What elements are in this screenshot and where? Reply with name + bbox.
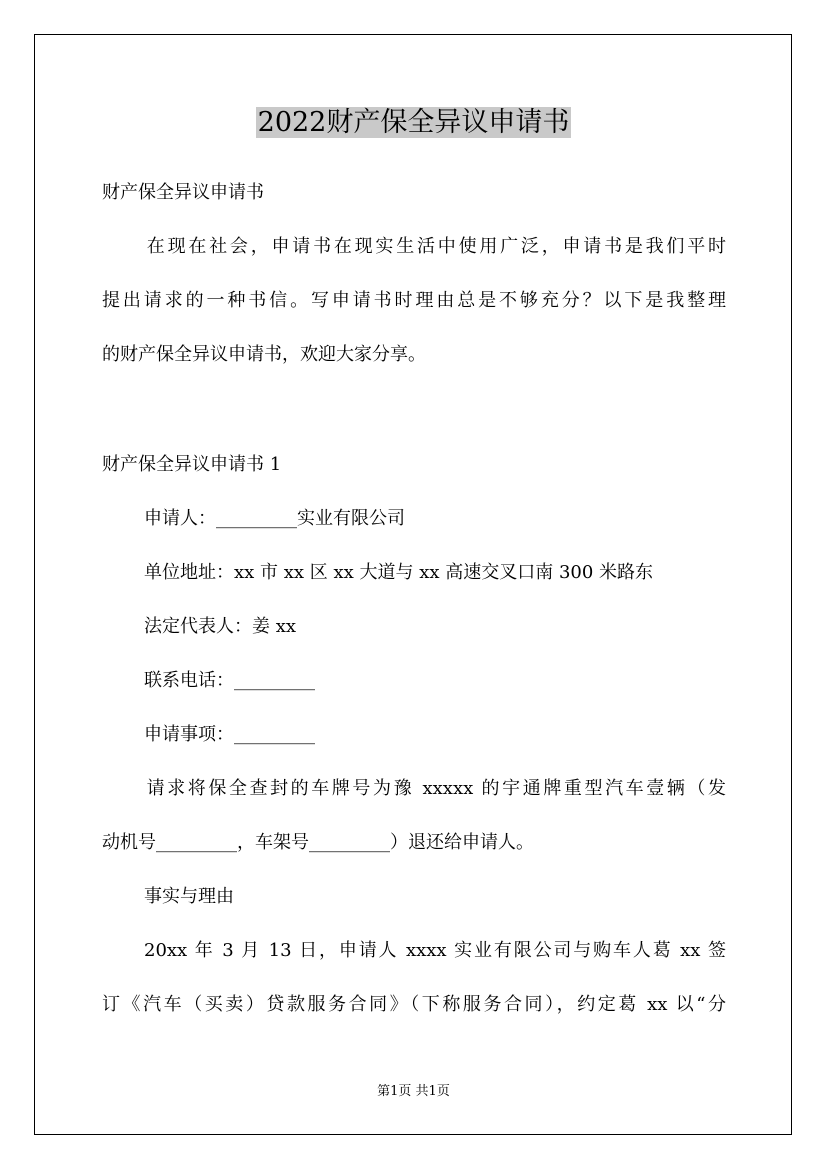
intro-paragraph-line-1: 在现在社会，申请书在现实生活中使用广泛，申请书是我们平时 [144, 236, 726, 257]
address-line: 单位地址：xx 市 xx 区 xx 大道与 xx 高速交叉口南 300 米路东 [144, 562, 654, 583]
request-line-1: 请求将保全查封的车牌号为豫 xxxxx 的宇通牌重型汽车壹辆（发 [144, 778, 726, 799]
intro-paragraph-line-2: 提出请求的一种书信。写申请书时理由总是不够充分？以下是我整理 [102, 290, 726, 311]
request-line-2: 动机号_________，车架号_________）退还给申请人。 [102, 832, 534, 853]
matter-line: 申请事项：_________ [144, 724, 315, 745]
phone-line: 联系电话：_________ [144, 670, 315, 691]
facts-heading: 事实与理由 [144, 886, 234, 907]
facts-line-1: 20xx 年 3 月 13 日，申请人 xxxx 实业有限公司与购车人葛 xx 签 [144, 940, 726, 961]
facts-line-2: 订《汽车（买卖）贷款服务合同》（下称服务合同），约定葛 xx 以“分 [102, 994, 726, 1015]
document-title [0, 100, 827, 146]
intro-paragraph-line-3: 的财产保全异议申请书，欢迎大家分享。 [102, 344, 426, 365]
applicant-line: 申请人：_________实业有限公司 [144, 508, 405, 529]
document-title-text: 2022财产保全异议申请书 [257, 107, 570, 138]
page-footer: 第1页 共1页 [377, 1084, 450, 1099]
section-heading-1: 财产保全异议申请书 1 [102, 454, 282, 475]
legal-representative-line: 法定代表人：姜 xx [144, 616, 297, 637]
intro-heading: 财产保全异议申请书 [102, 182, 264, 203]
